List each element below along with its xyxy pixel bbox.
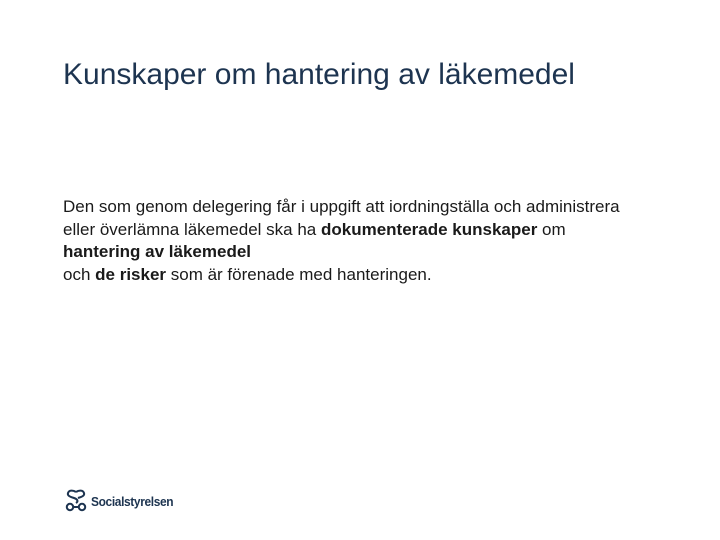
body-text-part: om: [537, 219, 566, 239]
socialstyrelsen-logo: [63, 487, 180, 515]
socialstyrelsen-emblem-icon: [63, 489, 89, 513]
body-text-part: Den som genom delegering får i uppgift att iordningställa och administrera eller överlämna läkemedel ska ha: [63, 197, 620, 239]
logo-wordmark: Socialstyrelsen: [91, 493, 174, 509]
body-text-part: och: [63, 264, 96, 284]
body-emphasis: dokumenterade kunskaper: [320, 219, 538, 239]
slide-title: Kunskaper om hantering av läkemedel: [63, 58, 575, 91]
body-text-part: som är förenade med hanteringen.: [166, 264, 432, 284]
body-emphasis: de risker: [95, 264, 167, 284]
slide-body: [63, 196, 623, 286]
body-emphasis: hantering av läkemedel: [63, 242, 252, 261]
